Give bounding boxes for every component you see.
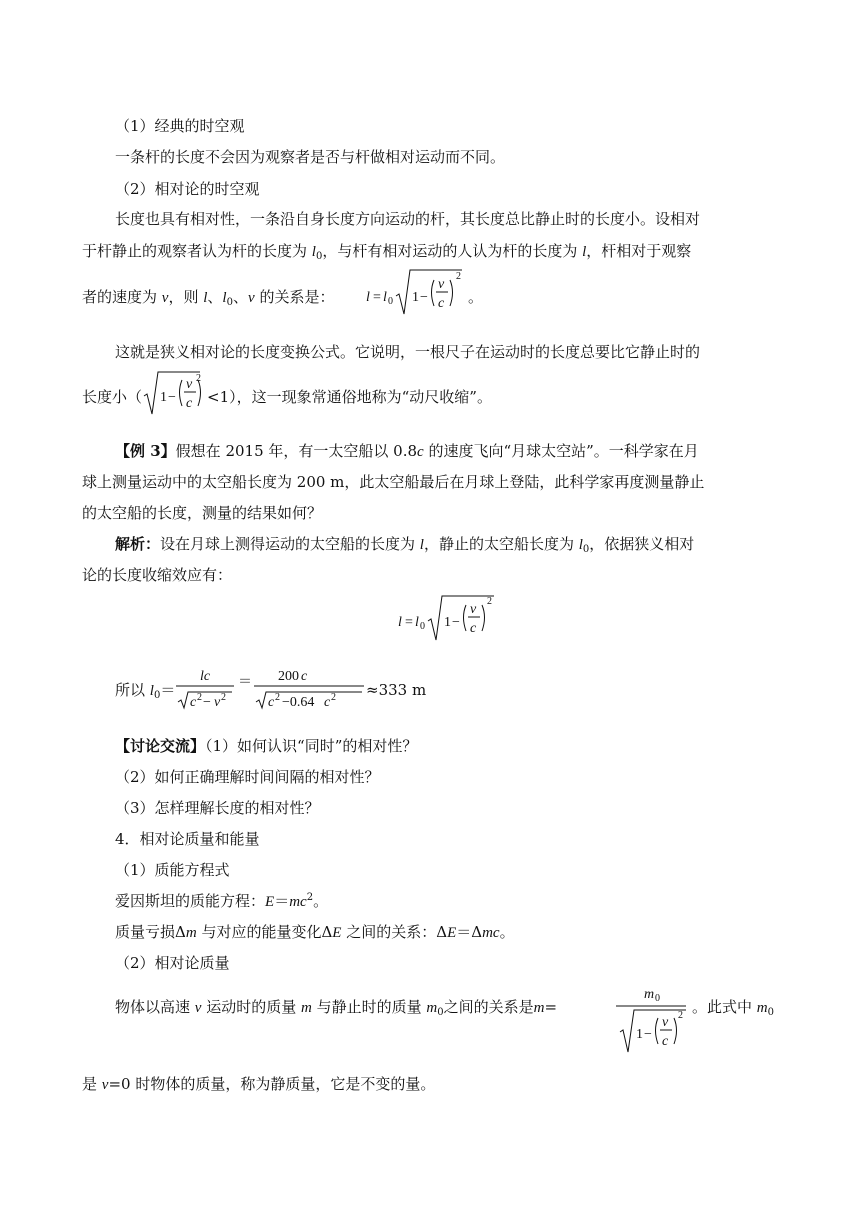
para3-line2-start: 长度小（ — [82, 388, 143, 406]
discuss-q2: （2）如何正确理解时间间隔的相对性？ — [115, 768, 380, 786]
para2-line2: 于杆静止的观察者认为杆的长度为 $l_0$，与杆有相对运动的人认为杆的长度为 l，杆相对于观察 — [82, 242, 692, 262]
mass-energy-equation: 爱因斯坦的质能方程：$E=mc^2$。 — [115, 892, 329, 910]
rel-mass-line-end: 。此式中 $m_0$ — [692, 998, 774, 1018]
svg-text:v: v — [662, 1015, 669, 1030]
svg-text:lc: lc — [200, 669, 211, 684]
svg-text:2: 2 — [221, 692, 226, 703]
svg-text:c: c — [301, 669, 308, 684]
svg-text:=: = — [405, 615, 413, 630]
result-prefix: 所以 $l_0=$ — [115, 681, 176, 701]
svg-text:l: l — [383, 290, 387, 305]
para2-heading: （2）相对论的时空观 — [115, 180, 260, 198]
sub1-heading: （1）质能方程式 — [115, 861, 230, 879]
svg-text:v: v — [470, 602, 477, 617]
svg-text:−: − — [644, 1027, 652, 1042]
last-line: 是 v=0 时物体的质量，称为静质量，它是不变的量。 — [82, 1075, 436, 1093]
svg-text:c: c — [470, 621, 477, 636]
para3-line1: 这就是狭义相对论的长度变换公式。它说明，一根尺子在运动时的长度总要比它静止时的 — [115, 343, 701, 361]
svg-text:−: − — [168, 390, 176, 405]
svg-text:＝: ＝ — [238, 675, 252, 690]
svg-text:v: v — [214, 695, 221, 710]
result-value: ≈333 m — [366, 681, 427, 699]
svg-text:1: 1 — [636, 1027, 643, 1042]
svg-text:200: 200 — [278, 669, 299, 684]
length-contraction-formula-display — [396, 590, 496, 650]
svg-text:2: 2 — [678, 1010, 683, 1021]
svg-text:−: − — [452, 615, 460, 630]
svg-text:2: 2 — [196, 373, 201, 384]
svg-text:−: − — [420, 290, 428, 305]
svg-text:2: 2 — [275, 692, 280, 703]
svg-text:c: c — [268, 695, 275, 710]
svg-text:c: c — [186, 396, 193, 411]
svg-text:c: c — [190, 695, 197, 710]
svg-text:2: 2 — [197, 692, 202, 703]
example-line2: 球上测量运动中的太空船长度为 200 m，此太空船最后在月球上登陆，此科学家再度测量静止 — [82, 473, 705, 491]
svg-text:l: l — [366, 290, 370, 305]
svg-text:1: 1 — [412, 290, 419, 305]
svg-text:c: c — [324, 695, 331, 710]
para2-line3: 者的速度为 v，则 l、$l_0$、v 的关系是： — [82, 288, 335, 308]
example-line1: 【例 3】假想在 2015 年，有一太空船以 0.8c 的速度飞向“月球太空站”。一科学家在月 — [115, 442, 699, 460]
svg-text:2: 2 — [487, 596, 492, 607]
mass-defect-relation: 质量亏损Δm 与对应的能量变化ΔE 之间的关系：ΔE＝Δmc。 — [115, 923, 515, 941]
svg-text:2: 2 — [331, 692, 336, 703]
svg-text:1: 1 — [444, 615, 451, 630]
svg-text:−0.64: −0.64 — [282, 695, 315, 710]
discuss-q3: （3）怎样理解长度的相对性？ — [115, 799, 320, 817]
svg-text:1: 1 — [160, 390, 167, 405]
solution-line1: 解析：设在月球上测得运动的太空船的长度为 l，静止的太空船长度为 $l_0$，依据狭义相对 — [115, 535, 695, 555]
relativistic-mass-fraction — [614, 982, 690, 1058]
para3-line2-end: <1），这一现象常通俗地称为“动尺收缩”。 — [207, 388, 492, 406]
svg-text:0: 0 — [388, 296, 393, 307]
example-line3: 的太空船的长度，测量的结果如何？ — [82, 504, 323, 522]
sub2-heading: （2）相对论质量 — [115, 954, 230, 972]
discuss-q1: 【讨论交流】（1）如何认识“同时”的相对性？ — [115, 737, 418, 755]
length-contraction-formula — [364, 260, 464, 320]
solution-line2: 论的长度收缩效应有： — [82, 566, 233, 584]
para1-heading: （1）经典的时空观 — [115, 117, 245, 135]
svg-text:2: 2 — [456, 271, 461, 282]
svg-text:0: 0 — [655, 993, 660, 1004]
sqrt-factor-inline — [140, 368, 202, 422]
svg-text:l: l — [398, 615, 402, 630]
svg-text:l: l — [415, 615, 419, 630]
para2-line1: 长度也具有相对性，一条沿自身长度方向运动的杆，其长度总比静止时的长度小。设相对 — [115, 210, 701, 228]
svg-text:v: v — [186, 377, 193, 392]
svg-text:=: = — [373, 290, 381, 305]
svg-text:−: − — [203, 695, 211, 710]
para1-text: 一条杆的长度不会因为观察者是否与杆做相对运动而不同。 — [115, 148, 506, 166]
rel-mass-line: 物体以高速 v 运动时的质量 m 与静止时的质量 $m_0$之间的关系是m= — [115, 998, 558, 1018]
svg-text:m: m — [644, 987, 655, 1002]
result-fraction — [174, 662, 374, 718]
section4-heading: 4．相对论质量和能量 — [115, 830, 260, 848]
svg-text:c: c — [662, 1034, 669, 1049]
svg-text:v: v — [438, 277, 445, 292]
svg-text:c: c — [438, 296, 445, 311]
svg-text:0: 0 — [420, 621, 425, 632]
